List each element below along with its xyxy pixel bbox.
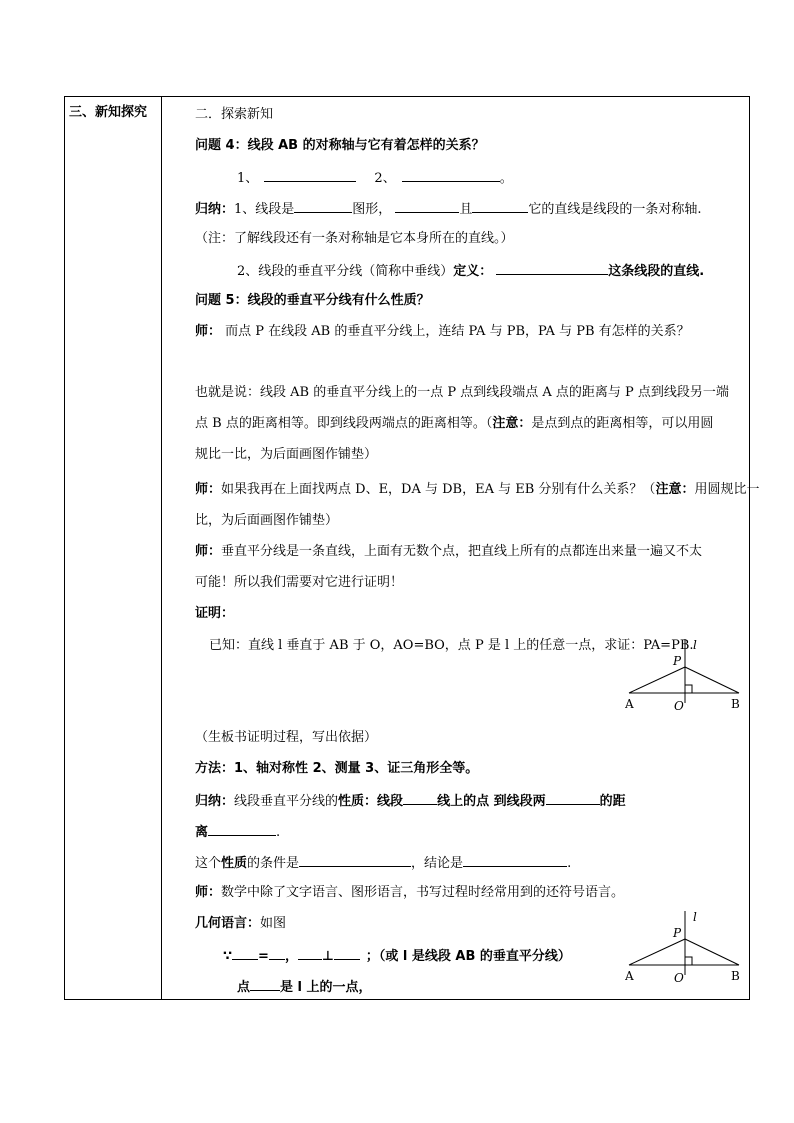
point-text: 点 bbox=[237, 980, 251, 995]
summary-2-lead: 归纳： bbox=[195, 794, 235, 809]
point-statement bbox=[237, 977, 372, 997]
section-heading: 二．探索新知 bbox=[195, 107, 274, 122]
teacher-line-1 bbox=[195, 323, 690, 341]
because-symbol: ∵ bbox=[223, 949, 233, 964]
paragraph-text: 点 B 点的距离相等。即到线段两端点的距离相等。（ bbox=[195, 416, 493, 431]
summary-1-blank-1 bbox=[294, 199, 352, 213]
summary-2-text: 线上的点 到线段两 bbox=[437, 794, 546, 809]
definition-blank bbox=[496, 261, 608, 275]
symbolic-statement bbox=[223, 946, 571, 966]
label-a: A bbox=[625, 969, 634, 983]
note-lead: 注意： bbox=[655, 482, 695, 497]
alternative-statement: （或 l 是线段 AB 的垂直平分线） bbox=[378, 949, 571, 964]
segment-pb bbox=[685, 939, 739, 965]
content-table bbox=[64, 96, 760, 1000]
definition-lead: 定义： bbox=[453, 264, 493, 279]
label-b: B bbox=[731, 969, 740, 983]
conclusion-blank bbox=[463, 853, 567, 867]
summary-1-text-4: 它的直线是线段的一条对称轴. bbox=[528, 202, 702, 217]
geo-text: 如图 bbox=[260, 916, 287, 931]
note-lead: 注意： bbox=[492, 416, 532, 431]
condition-end: . bbox=[567, 856, 572, 871]
label-l: l bbox=[693, 910, 697, 924]
question-5: 问题 5：线段的垂直平分线有什么性质？ bbox=[195, 293, 430, 308]
summary-2-text: 的距 bbox=[599, 794, 626, 809]
teacher-text: 如果我再在上面找两点 D、E，DA 与 DB，EA 与 EB 分别有什么关系？（ bbox=[221, 482, 656, 497]
answer-1-label: 1、 bbox=[237, 171, 259, 186]
paragraph-text: 是点到点的距离相等，可以用圆 bbox=[531, 416, 714, 431]
summary-1-lead: 归纳： bbox=[195, 202, 235, 217]
teacher-lead: 师： bbox=[195, 324, 222, 339]
teacher-text: 而点 P 在线段 AB 的垂直平分线上，连结 PA 与 PB，PA 与 PB 有怎样的关系？ bbox=[221, 324, 690, 339]
perpendicular-symbol: ⊥ bbox=[321, 949, 334, 964]
label-a: A bbox=[625, 697, 634, 711]
right-angle-mark bbox=[685, 957, 692, 965]
conclusion-text: ，结论是 bbox=[411, 856, 464, 871]
summary-1-blank-2 bbox=[395, 199, 459, 213]
answer-1-blank bbox=[264, 168, 356, 182]
summary-2-text: . bbox=[276, 825, 281, 840]
teacher-lead: 师： bbox=[195, 482, 222, 497]
teacher-text: 用圆规比一 bbox=[694, 482, 760, 497]
summary-2 bbox=[195, 791, 626, 811]
paragraph-1-line-2 bbox=[195, 415, 713, 433]
summary-1-text-3: 且 bbox=[459, 202, 473, 217]
segment-pa bbox=[629, 667, 685, 693]
summary-2-blank-2 bbox=[546, 791, 600, 805]
point-text: 是 l 上的一点， bbox=[280, 980, 372, 995]
paragraph-1-line-1: 也就是说：线段 AB 的垂直平分线上的一点 P 点到线段端点 A 点的距离与 P 点到线段另一端 bbox=[195, 385, 729, 400]
teacher-text: 数学中除了文字语言、图形语言，书写过程时经常用到的还符号语言。 bbox=[221, 885, 625, 900]
summary-1-text-2: 图形， bbox=[352, 202, 392, 217]
question-4-answers bbox=[237, 168, 513, 188]
symbolic-blank-1 bbox=[232, 946, 258, 960]
summary-2-cont bbox=[195, 822, 280, 842]
label-p: P bbox=[673, 654, 682, 668]
method bbox=[195, 760, 478, 778]
question-4: 问题 4：线段 AB 的对称轴与它有着怎样的关系？ bbox=[195, 138, 485, 153]
semicolon: ； bbox=[365, 949, 379, 964]
condition-text: 这个 bbox=[195, 856, 222, 871]
symbolic-blank-2 bbox=[269, 946, 285, 960]
method-lead: 方法： bbox=[195, 761, 235, 776]
right-angle-mark bbox=[685, 685, 692, 693]
teacher-text: 垂直平分线是一条直线，上面有无数个点，把直线上所有的点都连出来量一遍又不太 bbox=[221, 544, 703, 559]
label-o: O bbox=[674, 699, 684, 713]
definition-text-2: 这条线段的直线. bbox=[608, 264, 705, 279]
symbolic-blank-3 bbox=[298, 946, 322, 960]
condition-blank bbox=[299, 853, 411, 867]
teacher-line-4 bbox=[195, 884, 624, 902]
summary-2-text: 线段 bbox=[377, 794, 404, 809]
summary-1-blank-3 bbox=[472, 199, 528, 213]
condition-text: 的条件是 bbox=[247, 856, 300, 871]
teacher-line-3-cont: 可能！所以我们需要对它进行证明！ bbox=[195, 575, 404, 590]
proof-label: 证明： bbox=[195, 606, 235, 621]
geo-lead: 几何语言： bbox=[195, 916, 261, 931]
summary-1 bbox=[195, 199, 701, 219]
column-divider bbox=[161, 97, 162, 999]
note-1: （注：了解线段还有一条对称轴是它本身所在的直线。） bbox=[195, 231, 514, 246]
paragraph-1-line-3: 规比一比，为后面画图作铺垫） bbox=[195, 447, 378, 462]
board-note: （生板书证明过程，写出依据） bbox=[195, 730, 378, 745]
method-text: 1、轴对称性 2、测量 3、证三角形全等。 bbox=[234, 761, 479, 776]
section-label: 三、新知探究 bbox=[69, 105, 148, 120]
teacher-lead: 师： bbox=[195, 885, 222, 900]
label-p: P bbox=[673, 926, 682, 940]
summary-2-text: 离 bbox=[195, 825, 209, 840]
summary-2-blank-3 bbox=[208, 822, 276, 836]
label-o: O bbox=[674, 971, 684, 985]
teacher-line-2 bbox=[195, 481, 759, 499]
teacher-line-3 bbox=[195, 543, 702, 561]
summary-2-text: 线段垂直平分线的 bbox=[234, 794, 339, 809]
comma: ， bbox=[284, 949, 298, 964]
point-blank bbox=[250, 977, 280, 991]
summary-2-property: 性质： bbox=[338, 794, 378, 809]
given-statement: 已知：直线 l 垂直于 AB 于 O，AO=BO，点 P 是 l 上的任意一点，求证：PA=PB. bbox=[209, 638, 694, 653]
definition-text-1: 2、线段的垂直平分线（简称中垂线） bbox=[237, 264, 454, 279]
perpendicular-bisector-figure bbox=[625, 637, 745, 717]
teacher-lead: 师： bbox=[195, 544, 222, 559]
answer-2-blank bbox=[402, 168, 500, 182]
label-b: B bbox=[731, 697, 740, 711]
answer-2-label: 2、 bbox=[374, 171, 396, 186]
equals-symbol: = bbox=[258, 949, 269, 964]
perpendicular-bisector-figure-2 bbox=[625, 909, 745, 989]
label-l: l bbox=[693, 638, 697, 652]
condition-property: 性质 bbox=[221, 856, 248, 871]
summary-1-text-1: 1、线段是 bbox=[234, 202, 295, 217]
condition-line bbox=[195, 853, 571, 873]
teacher-line-2-cont: 比，为后面画图作铺垫） bbox=[195, 513, 339, 528]
definition bbox=[237, 261, 704, 281]
symbolic-blank-4 bbox=[334, 946, 360, 960]
answer-end: 。 bbox=[499, 171, 513, 186]
summary-2-blank-1 bbox=[403, 791, 437, 805]
geometric-language bbox=[195, 915, 286, 933]
segment-pb bbox=[685, 667, 739, 693]
segment-pa bbox=[629, 939, 685, 965]
